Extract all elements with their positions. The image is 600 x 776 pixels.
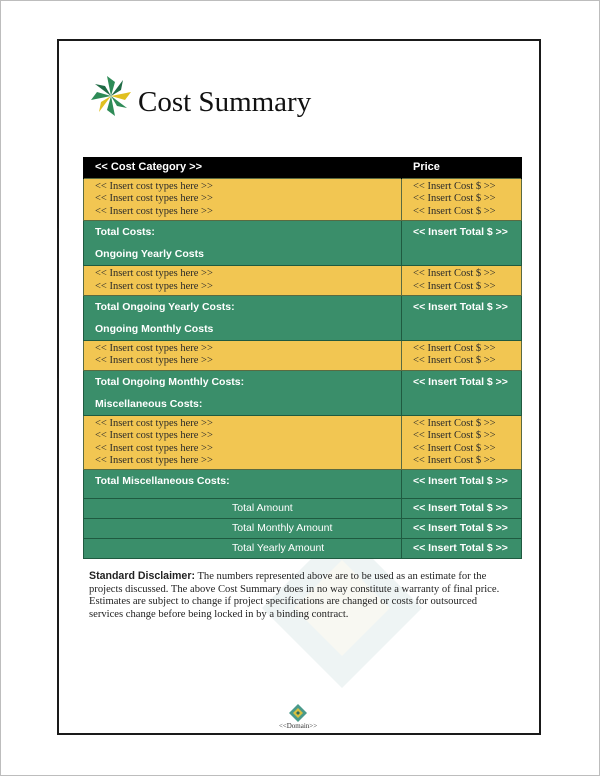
footer-domain: <<Domain>> [278,722,318,730]
cost-items-row [84,415,522,470]
summary-value[interactable]: << Insert Total $ >> [402,519,522,539]
total-label-cell [84,221,402,266]
cost-type-item[interactable]: << Insert cost types here >> [95,343,213,355]
total-value-cell [402,221,522,266]
disclaimer-label: Standard Disclaimer: [89,570,195,582]
cost-type-item[interactable]: << Insert cost types here >> [95,268,213,280]
cost-price-item[interactable]: << Insert Cost $ >> [413,181,496,192]
cost-type-item[interactable]: << Insert cost types here >> [95,417,213,429]
cost-price-cell [402,415,522,470]
section-heading: Miscellaneous Costs: [95,397,203,410]
total-spacer [95,492,401,498]
total-value[interactable]: << Insert Total $ >> [413,226,508,239]
summary-label: Total Yearly Amount [84,539,402,559]
cost-price-cell [402,266,522,296]
cost-type-item[interactable]: << Insert cost types here >> [95,455,213,467]
section-heading: Ongoing Monthly Costs [95,323,214,336]
cost-price-cell [402,179,522,221]
summary-row [84,519,522,539]
total-value-cell [402,296,522,341]
cost-price-item[interactable]: << Insert Cost $ >> [413,280,496,292]
cost-price-item[interactable]: << Insert Cost $ >> [413,430,496,442]
cost-type-item[interactable]: << Insert cost types here >> [95,280,213,292]
pinwheel-logo-icon [88,73,134,119]
summary-row [84,499,522,519]
cost-price-item[interactable]: << Insert Cost $ >> [413,442,496,454]
cost-price-item[interactable]: << Insert Cost $ >> [413,268,496,280]
table-header-row [84,157,522,179]
header-price: Price [402,157,522,179]
disclaimer-text: The numbers represented above are to be used as an estimate for the projects discussed. The above Cost Summary does in no way constitute a warranty of final price. Estimates are subject to change if project specifications are changed or costs for outsourced services change before being locked in by a binding contract. [89,571,500,621]
cost-price-item[interactable]: << Insert Cost $ >> [413,193,496,205]
total-label: Total Miscellaneous Costs: [95,475,230,488]
summary-label: Total Monthly Amount [84,519,402,539]
cost-items-row [84,266,522,296]
cost-type-item[interactable]: << Insert cost types here >> [95,442,213,454]
total-value[interactable]: << Insert Total $ >> [413,475,508,488]
cost-price-item[interactable]: << Insert Cost $ >> [413,417,496,429]
total-row [84,221,522,266]
total-row [84,370,522,415]
cost-price-item[interactable]: << Insert Cost $ >> [413,343,496,355]
total-row [84,470,522,499]
summary-value[interactable]: << Insert Total $ >> [402,499,522,519]
total-label: Total Costs: [95,226,155,239]
page-title: Cost Summary [138,86,312,118]
section-heading: Ongoing Yearly Costs [95,248,204,261]
header-cost-category: << Cost Category >> [84,157,402,179]
cost-type-cell [84,266,402,296]
cost-type-cell [84,179,402,221]
total-label: Total Ongoing Monthly Costs: [95,375,245,388]
summary-value[interactable]: << Insert Total $ >> [402,539,522,559]
cost-price-item[interactable]: << Insert Cost $ >> [413,205,496,217]
diamond-logo-icon [289,704,307,722]
total-label: Total Ongoing Yearly Costs: [95,301,235,314]
total-row [84,296,522,341]
total-value-cell [402,370,522,415]
cost-price-item[interactable]: << Insert Cost $ >> [413,455,496,467]
disclaimer-paragraph [89,570,513,622]
total-label-cell [84,370,402,415]
summary-row [84,539,522,559]
cost-items-row [84,179,522,221]
cost-price-item[interactable]: << Insert Cost $ >> [413,355,496,367]
total-label-cell [84,296,402,341]
cost-type-cell [84,415,402,470]
cost-type-item[interactable]: << Insert cost types here >> [95,355,213,367]
total-value[interactable]: << Insert Total $ >> [413,301,508,314]
cost-table [83,157,522,559]
cost-type-item[interactable]: << Insert cost types here >> [95,193,213,205]
cost-type-cell [84,341,402,371]
cost-price-cell [402,341,522,371]
cost-type-item[interactable]: << Insert cost types here >> [95,181,213,192]
cost-type-item[interactable]: << Insert cost types here >> [95,205,213,217]
cost-items-row [84,341,522,371]
total-value-cell [402,470,522,499]
total-value[interactable]: << Insert Total $ >> [413,375,508,388]
total-label-cell [84,470,402,499]
cost-type-item[interactable]: << Insert cost types here >> [95,430,213,442]
summary-label: Total Amount [84,499,402,519]
